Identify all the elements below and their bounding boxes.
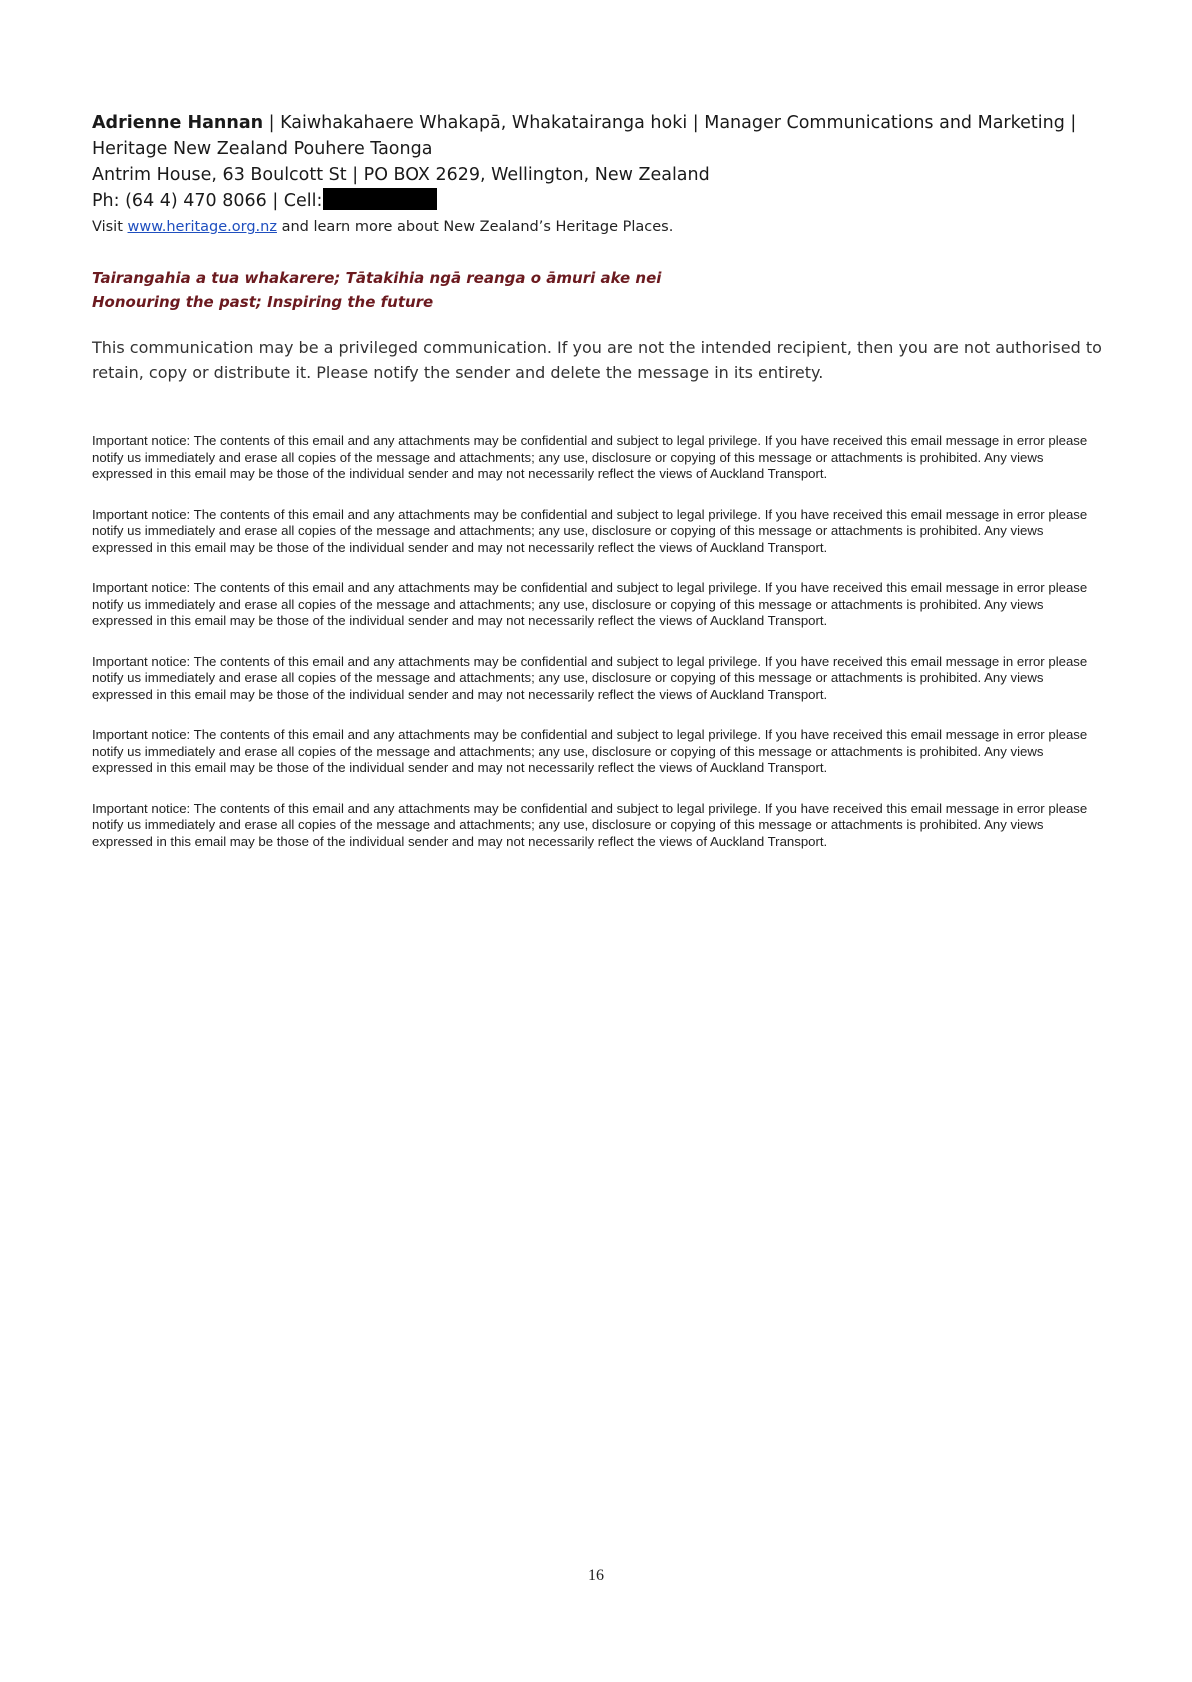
signature-name-line	[92, 110, 1092, 136]
website-link[interactable]: www.heritage.org.nz	[127, 219, 277, 235]
sender-phone-line	[92, 188, 1092, 214]
sender-phone: Ph: (64 4) 470 8066 | Cell:	[92, 191, 323, 211]
visit-line	[92, 215, 1092, 239]
motto-maori: Tairangahia a tua whakarere; Tātakihia ngā reanga o āmuri ake nei	[92, 269, 662, 287]
important-notice: Important notice: The contents of this email and any attachments may be confidential and subject to legal privilege. If you have received this email message in error please notify us immediately and erase all copies of the message and attachments; any use, disclosure or copying of this message or attachments is prohibited. Any views expressed in this email may be those of the individual sender and may not necessarily reflect the views of Auckland Transport.	[92, 800, 1088, 849]
sender-name: Adrienne Hannan	[92, 113, 264, 133]
important-notice: Important notice: The contents of this email and any attachments may be confidential and subject to legal privilege. If you have received this email message in error please notify us immediately and erase all copies of the message and attachments; any use, disclosure or copying of this message or attachments is prohibited. Any views expressed in this email may be those of the individual sender and may not necessarily reflect the views of Auckland Transport.	[92, 580, 1088, 628]
privileged-notice: This communication may be a privileged communication. If you are not the intended recipient, then you are not authorised to retain, copy or distribute it. Please notify the sender and delete the message in its entirety.	[92, 338, 1102, 382]
important-notice: Important notice: The contents of this email and any attachments may be confidential and subject to legal privilege. If you have received this email message in error please notify us immediately and erase all copies of the message and attachments; any use, disclosure or copying of this message or attachments is prohibited. Any views expressed in this email may be those of the individual sender and may not necessarily reflect the views of Auckland Transport.	[92, 727, 1088, 775]
motto-english: Honouring the past; Inspiring the future	[92, 293, 434, 311]
motto	[92, 266, 661, 314]
important-notice: Important notice: The contents of this email and any attachments may be confidential and subject to legal privilege. If you have received this email message in error please notify us immediately and erase all copies of the message and attachments; any use, disclosure or copying of this message or attachments is prohibited. Any views expressed in this email may be those of the individual sender and may not necessarily reflect the views of Auckland Transport.	[92, 653, 1088, 702]
page-number: 16	[588, 1567, 604, 1584]
redaction-box	[323, 188, 437, 210]
visit-suffix: and learn more about New Zealand’s Heritage Places.	[276, 219, 674, 235]
important-notice: Important notice: The contents of this email and any attachments may be confidential and subject to legal privilege. If you have received this email message in error please notify us immediately and erase all copies of the message and attachments; any use, disclosure or copying of this message or attachments is prohibited. Any views expressed in this email may be those of the individual sender and may not necessarily reflect the views of Auckland Transport.	[92, 433, 1088, 481]
sender-address: Antrim House, 63 Boulcott St | PO BOX 2629, Wellington, New Zealand	[92, 165, 710, 185]
email-signature	[92, 110, 1092, 239]
sender-title: | Kaiwhakahaere Whakapā, Whakatairanga hoki | Manager Communications and Marketing |	[263, 113, 1077, 133]
visit-prefix: Visit	[92, 219, 128, 235]
important-notice: Important notice: The contents of this email and any attachments may be confidential and subject to legal privilege. If you have received this email message in error please notify us immediately and erase all copies of the message and attachments; any use, disclosure or copying of this message or attachments is prohibited. Any views expressed in this email may be those of the individual sender and may not necessarily reflect the views of Auckland Transport.	[92, 506, 1088, 555]
sender-organisation: Heritage New Zealand Pouhere Taonga	[92, 139, 433, 159]
important-notices	[92, 433, 1092, 874]
